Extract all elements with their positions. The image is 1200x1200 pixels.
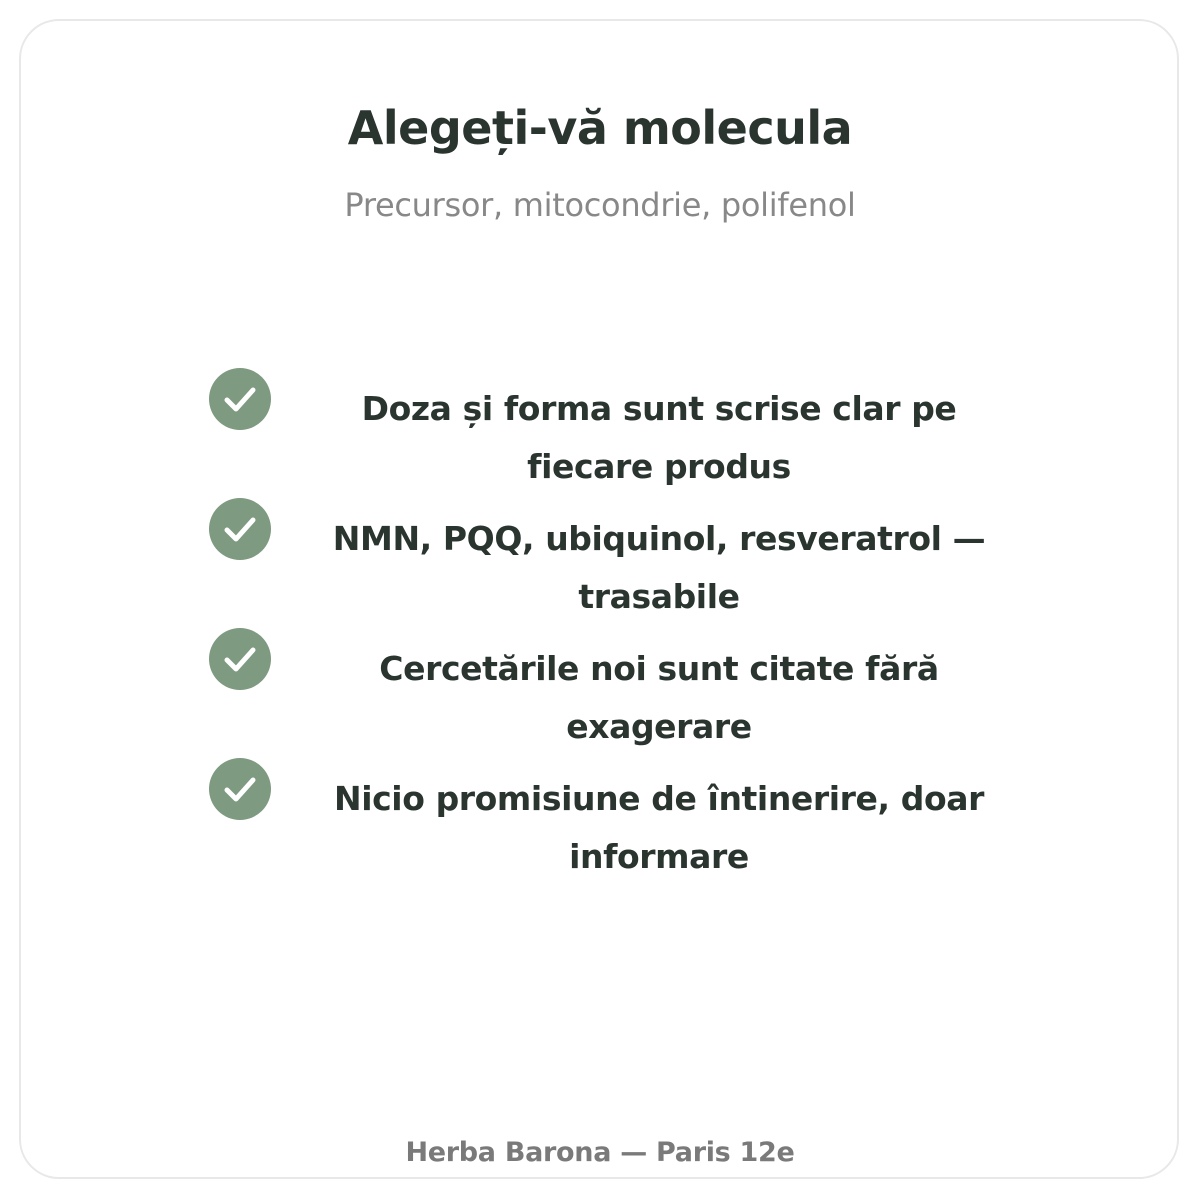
check-icon [209,498,271,560]
check-icon [209,628,271,690]
footer-brand: Herba Barona — Paris 12e [405,1137,795,1168]
checklist-item-text: Cercetările noi sunt citate fără exagerare [379,649,939,746]
page-title: Alegeți-vă molecula [347,101,853,155]
checklist-item-text: Doza și forma sunt scrise clar pe fiecare produs [361,389,957,486]
checklist-item [209,498,1029,618]
checklist-item-text: Nicio promisiune de întinerire, doar informare [334,779,984,876]
checklist-item [209,368,1029,488]
checklist-item [209,758,1029,878]
checklist-item-text: NMN, PQQ, ubiquinol, resveratrol — trasabile [332,519,986,616]
checklist-item [209,628,1029,748]
check-icon [209,758,271,820]
check-icon [209,368,271,430]
page-subtitle: Precursor, mitocondrie, polifenol [344,186,856,224]
